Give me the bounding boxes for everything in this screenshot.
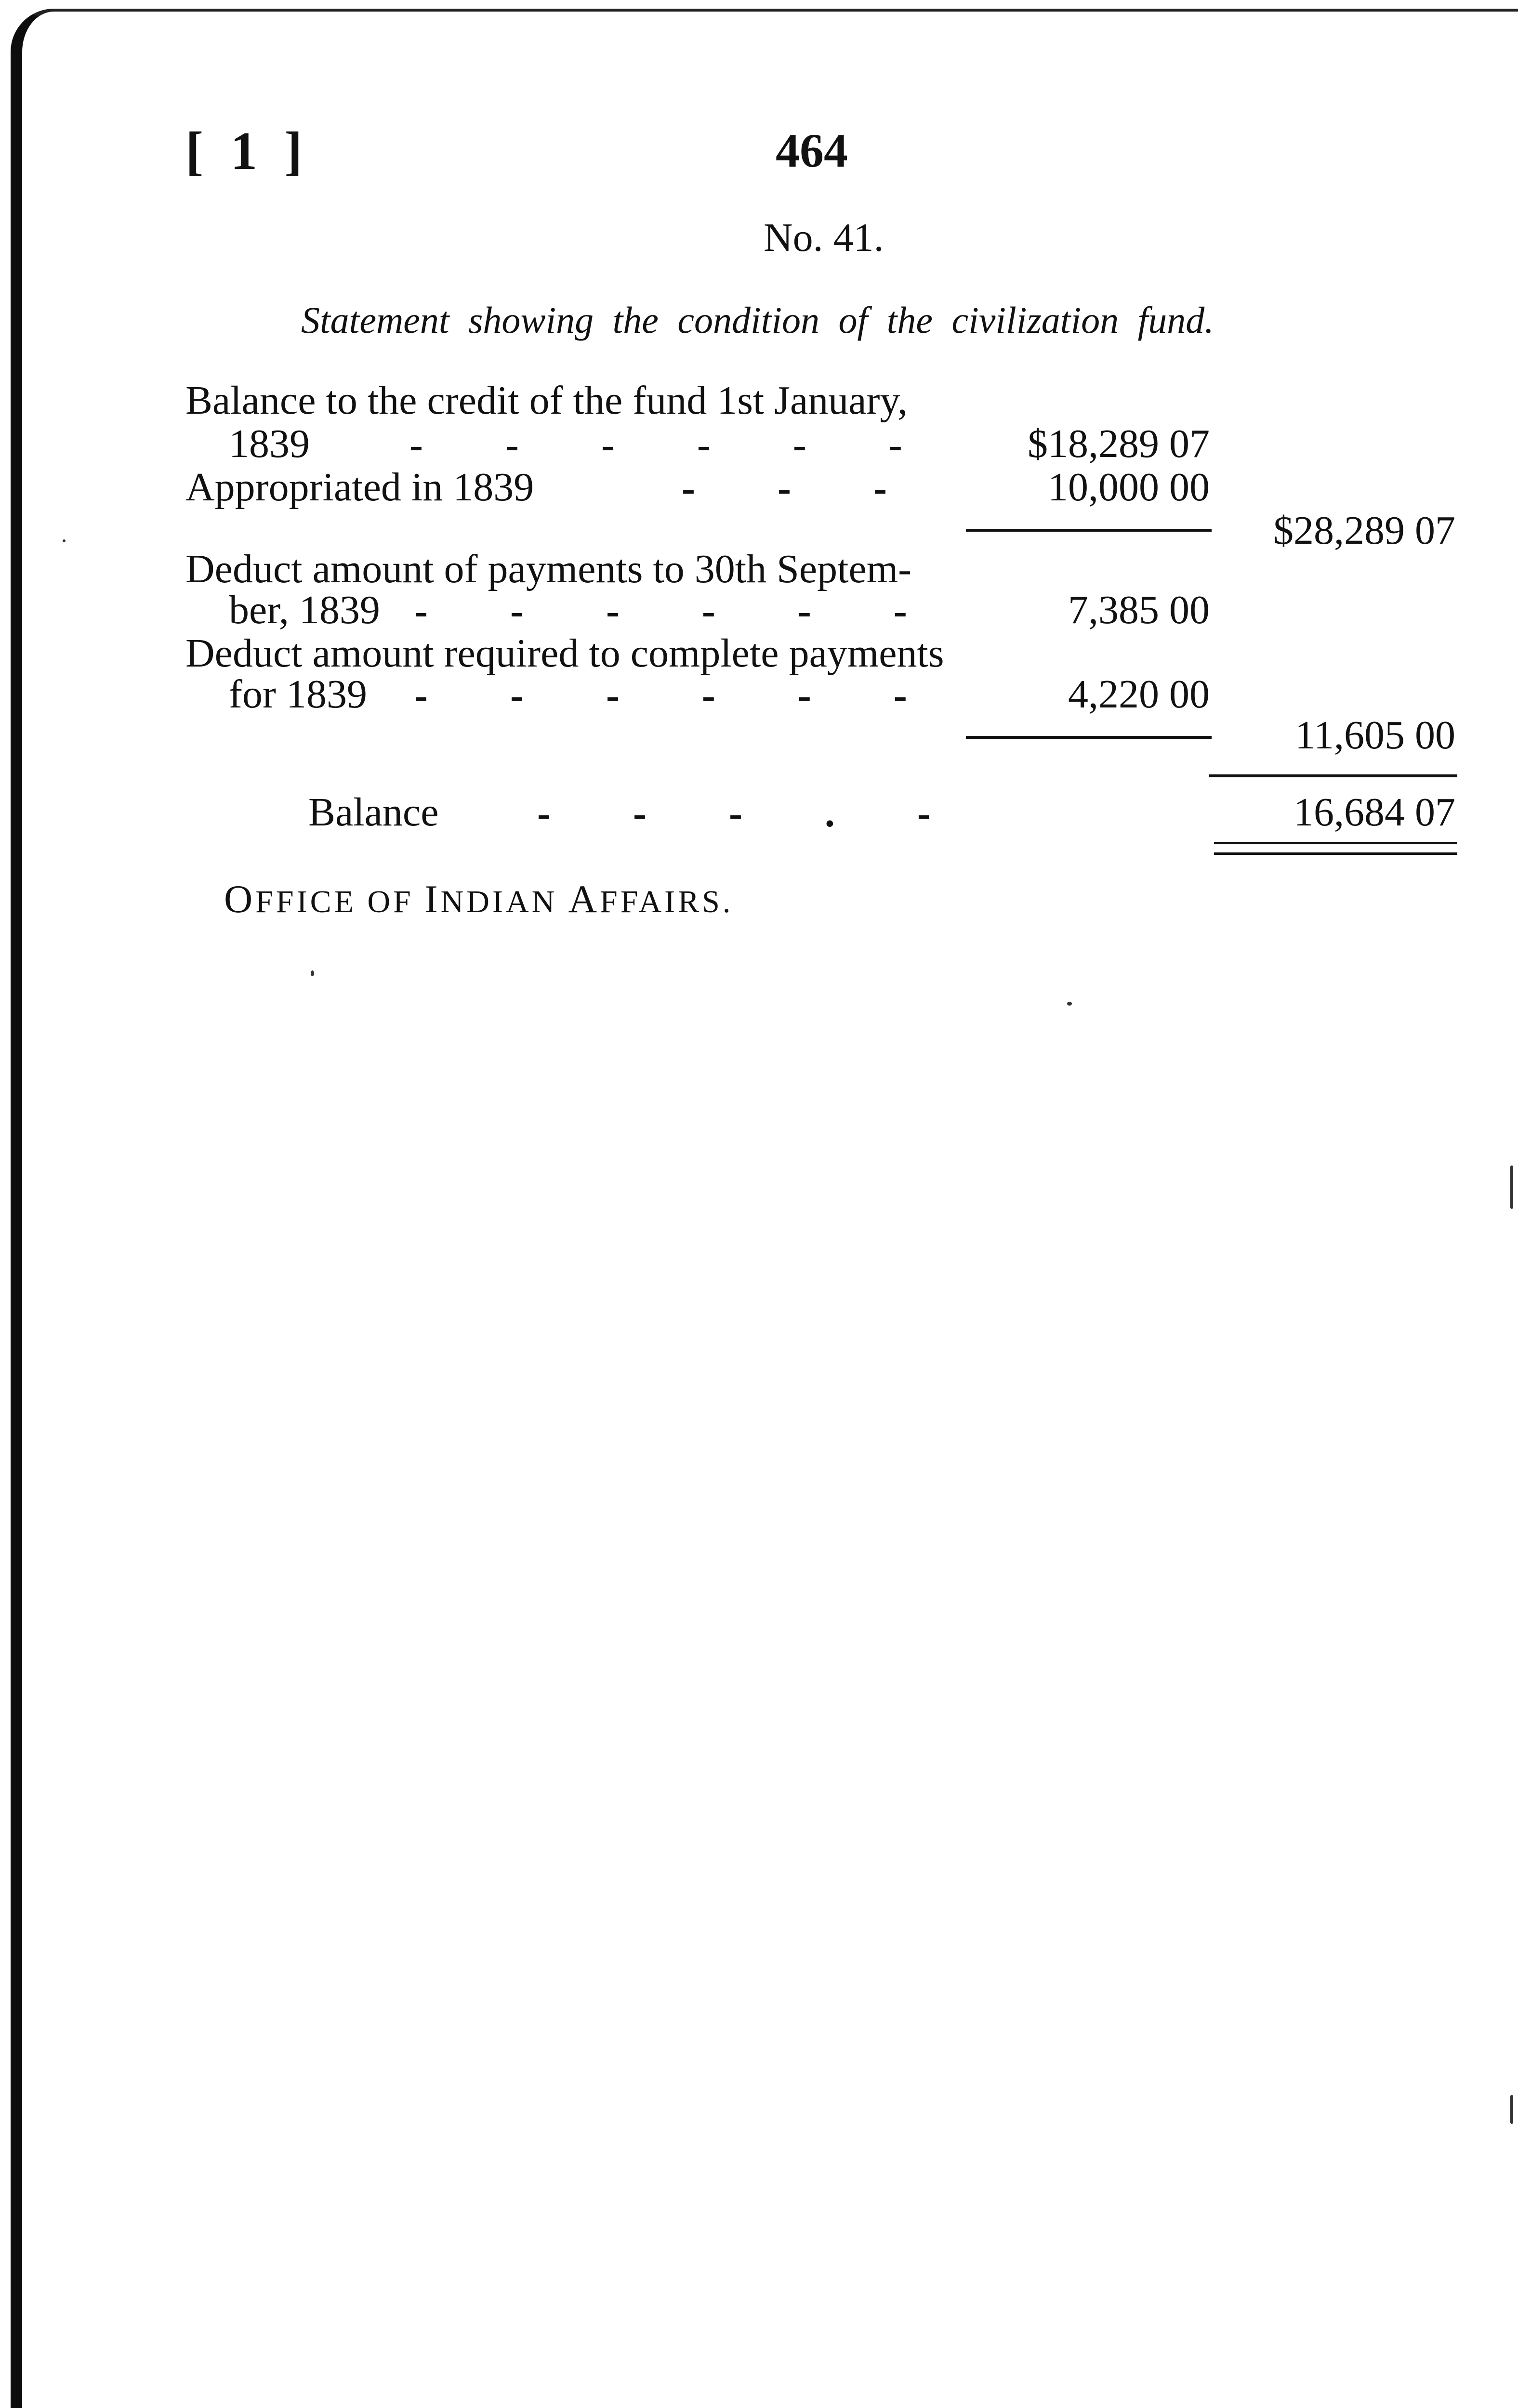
amount-cell: 7,385 00 — [1068, 588, 1210, 632]
row-label: Deduct amount required to complete payments — [185, 631, 944, 676]
office-word: FFICE OF — [255, 884, 425, 919]
dot-leaders: - - - . - — [537, 791, 931, 836]
amount-cell: 10,000 00 — [1048, 465, 1210, 510]
scan-speck — [311, 970, 314, 976]
document-title: Statement showing the condition of the civilization fund. — [301, 299, 1214, 341]
subtotal-amount: $28,289 07 — [1273, 508, 1455, 553]
sheet-number: [ 1 ] — [185, 121, 309, 181]
scan-speck — [63, 539, 66, 542]
dot-leaders: - - - - - - — [409, 422, 902, 467]
row-label: Balance to the credit of the fund 1st January, — [185, 378, 908, 423]
double-rule-bottom — [1214, 852, 1457, 855]
subtotal-rule — [966, 529, 1212, 532]
subtotal-rule — [966, 736, 1212, 739]
row-label-continued: for 1839 — [229, 672, 367, 717]
office-word: NDIAN — [440, 884, 568, 919]
total-rule — [1209, 774, 1457, 777]
dot-leaders: - - - - - - — [414, 673, 907, 718]
amount-cell: $18,289 07 — [1028, 421, 1210, 466]
office-signature — [224, 877, 733, 922]
page-number: 464 — [776, 124, 848, 177]
balance-amount: 16,684 07 — [1294, 790, 1455, 835]
row-label: Appropriated in 1839 — [185, 465, 534, 510]
row-label-continued: ber, 1839 — [229, 588, 380, 632]
document-number: No. 41. — [764, 215, 884, 260]
dot-leaders: - - - — [682, 466, 887, 510]
scan-edge-mark — [1510, 2095, 1513, 2124]
dot-leaders: - - - - - - — [414, 589, 907, 633]
row-label: Deduct amount of payments to 30th Septem- — [185, 547, 912, 591]
row-label-continued: 1839 — [229, 421, 310, 466]
balance-label: Balance — [308, 790, 439, 835]
amount-cell: 4,220 00 — [1068, 672, 1210, 717]
office-initial: I — [424, 877, 441, 921]
scan-page-border — [11, 9, 1518, 2408]
office-word: FFAIRS. — [600, 884, 734, 919]
subtotal-amount: 11,605 00 — [1295, 713, 1455, 758]
office-initial: O — [224, 877, 256, 921]
scan-speck — [1067, 1002, 1072, 1006]
office-initial: A — [568, 877, 600, 921]
double-rule-top — [1214, 842, 1457, 844]
scan-edge-mark — [1510, 1165, 1513, 1209]
